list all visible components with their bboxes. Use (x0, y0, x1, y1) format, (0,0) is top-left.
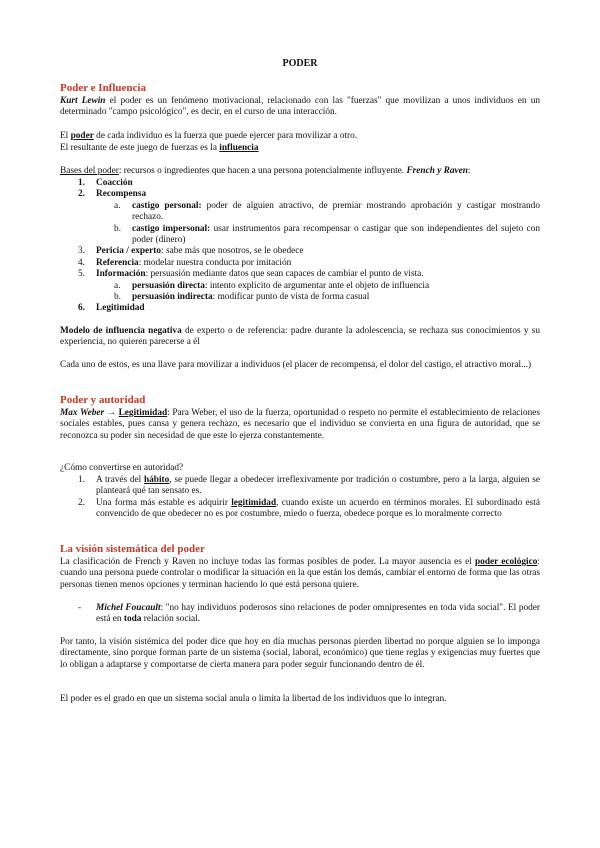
arrow-icon: → (104, 408, 119, 418)
sub-num: a. (114, 280, 121, 291)
item-label: Pericia / experto (96, 246, 162, 257)
term-poder: poder (70, 131, 94, 141)
page-title: PODER (282, 58, 318, 69)
sub-text: : intento explícito de argumentar ante el objeto de influencia (204, 280, 430, 291)
item-label: Recompensa (96, 189, 147, 200)
lewin-text: el poder es un fenómeno motivacional, relacionado con las "fuerzas" que movilizan a unos individuos en un determinado "campo psicológico", es decir, en el curso de una interacción. (60, 96, 540, 118)
poder-def-b: de cada individuo es la fuerza que puede ejercer para movilizar a otro. (93, 131, 358, 141)
sub-item (60, 224, 540, 247)
term-bases: Bases del poder (60, 166, 119, 176)
item-label: Referencia (96, 257, 139, 268)
ecologico-b: : cuando una persona puede controlar o modificar la situación en la que están los demás, cambiar el entorno de forma que las otras personas tienen menos opciones y terminan haciendo lo que está persona quiere. (60, 557, 540, 590)
list-item (60, 189, 540, 200)
sub-num: a. (114, 200, 121, 211)
author-weber: Max Weber (60, 408, 105, 418)
conclusion-paragraph: El poder es el grado en que un sistema social anula o limita la libertad de los individuos que lo integran. (60, 694, 447, 704)
sub-label: castigo impersonal: (132, 223, 211, 234)
list-item (60, 498, 540, 521)
list-item (60, 258, 540, 269)
term-legitimidad: Legitimidad (118, 408, 168, 418)
list-item (60, 303, 540, 314)
author-foucault: Michel Foucault (96, 603, 161, 613)
sub-item (60, 292, 540, 303)
poder-def-a: El (60, 131, 71, 141)
item-num: 2. (78, 189, 85, 200)
term-habito: hábito (143, 475, 170, 485)
sub-label: persuasión indirecta (132, 292, 213, 303)
ecologico-paragraph (60, 557, 540, 591)
weber-paragraph (60, 408, 540, 442)
sistemica-paragraph: Por tanto, la visión sistémica del poder dice que hoy en día muchas personas pierden libertad no porque alguien se lo imponga directamente, sino porque forman parte de un sistema (social, laboral, económico) que tiene reglas y exigencias muy fuertes que lo obligan a adaptarse y comportarse de cierta manera para poder seguir funcionando dentro de él. (60, 637, 540, 670)
term-influencia: influencia (219, 143, 259, 153)
heading-poder-influencia: Poder e Influencia (60, 82, 146, 94)
bases-end: : (467, 166, 471, 176)
list-item (60, 178, 540, 189)
sub-item (60, 201, 540, 224)
item-num: 6. (78, 303, 85, 314)
item-text: : persuasión mediante datos que sean capaces de cambiar el punto de vista. (145, 269, 424, 280)
list-item (60, 269, 540, 280)
dash-bullet: - (78, 603, 82, 613)
term-legitimidad-2: legitimidad (231, 497, 277, 508)
list-item (60, 475, 540, 498)
item-label: Legitimidad (96, 303, 145, 314)
term-poder-ecologico: poder ecológico (475, 557, 538, 567)
item-num: 1. (78, 475, 85, 485)
sub-text: usar instrumentos para recompensar o castigar que son independientes del sujeto con poder (dinero) (132, 223, 540, 246)
quote-b: relación social. (141, 614, 201, 625)
sub-num: b. (114, 223, 121, 234)
item-label: Información (96, 269, 146, 280)
modelo-paragraph (60, 326, 540, 349)
list-item (60, 603, 540, 626)
sub-label: castigo personal: (132, 200, 202, 211)
foucault-list (60, 603, 540, 626)
sub-item (60, 281, 540, 292)
item-text: : sabe más que nosotros, se le obedece (161, 246, 304, 257)
bases-text: : recursos o ingredientes que hacen a una persona potencialmente influyente. (118, 166, 407, 176)
author-lewin: Kurt Lewin (60, 96, 106, 106)
item-text-b: , cuando existe un acuerdo en términos morales. El subordinado está convencido de que obedecer no es por costumbre, miedo o fuerza, obedece porque es lo moralmente correcto (96, 497, 540, 520)
bases-paragraph (60, 166, 540, 177)
item-text-b: , se puede llegar a obedecer irreflexivamente por tradición o costumbre, pero a la larga, alguien se planteará qué tan sensato es. (96, 475, 540, 497)
influencia-definition (60, 143, 540, 154)
sub-num: b. (114, 292, 121, 303)
autoridad-question: ¿Cómo convertirse en autoridad? (60, 463, 184, 473)
item-text: : modelar nuestra conducta por imitación (138, 257, 292, 268)
influencia-def-a: El resultante de este juego de fuerzas es la (60, 143, 220, 153)
autoridad-list (60, 475, 540, 521)
item-label: Coacción (96, 178, 133, 188)
item-num: 3. (78, 246, 85, 257)
heading-poder-autoridad: Poder y autoridad (60, 394, 146, 406)
cada-paragraph: Cada uno de estos, es una llave para movilizar a individuos (el placer de recompensa, el dolor del castigo, el atractivo moral...) (60, 360, 532, 370)
item-num: 1. (78, 178, 85, 188)
heading-vision-sistematica: La visión sistemática del poder (60, 543, 205, 555)
sub-label: persuasión directa (132, 280, 205, 291)
bases-list (60, 178, 540, 315)
modelo-label: Modelo de influencia negativa (60, 326, 182, 336)
item-num: 2. (78, 497, 85, 508)
item-text-a: Una forma más estable es adquirir (96, 497, 232, 508)
ecologico-a: La clasificación de French y Raven no incluye todas las formas posibles de poder. La mayor ausencia es el (60, 557, 475, 567)
item-text-a: A través del (96, 475, 144, 485)
quote-a: : "no hay individuos poderosos sino relaciones de poder omnipresentes en toda vida social". El poder está en (96, 603, 540, 625)
modelo-text: de experto o de referencia: padre durante la adolescencia, se rechaza sus conocimientos y su experiencia, no quieren parecerse a él (60, 326, 540, 348)
sub-text: poder de alguien atractivo, de premiar mostrando aprobación y castigar mostrando rechazo. (132, 200, 540, 223)
item-num: 5. (78, 269, 85, 280)
weber-text: : Para Weber, el uso de la fuerza, oportunidad o respeto no permite el establecimiento de relaciones sociales estables, pues cansa y genera rechazo, es necesario que el individuo se convierta en una figura de autoridad, que se reconozca su poder sin necesidad de que este lo ejerza constantemente. (60, 408, 540, 441)
item-num: 4. (78, 257, 85, 268)
term-toda: toda (123, 614, 142, 625)
poder-definition (60, 131, 540, 142)
lewin-paragraph (60, 96, 540, 119)
sub-text: : modificar punto de vista de forma casual (212, 292, 370, 303)
bases-authors: French y Raven (406, 166, 468, 176)
list-item (60, 246, 540, 257)
